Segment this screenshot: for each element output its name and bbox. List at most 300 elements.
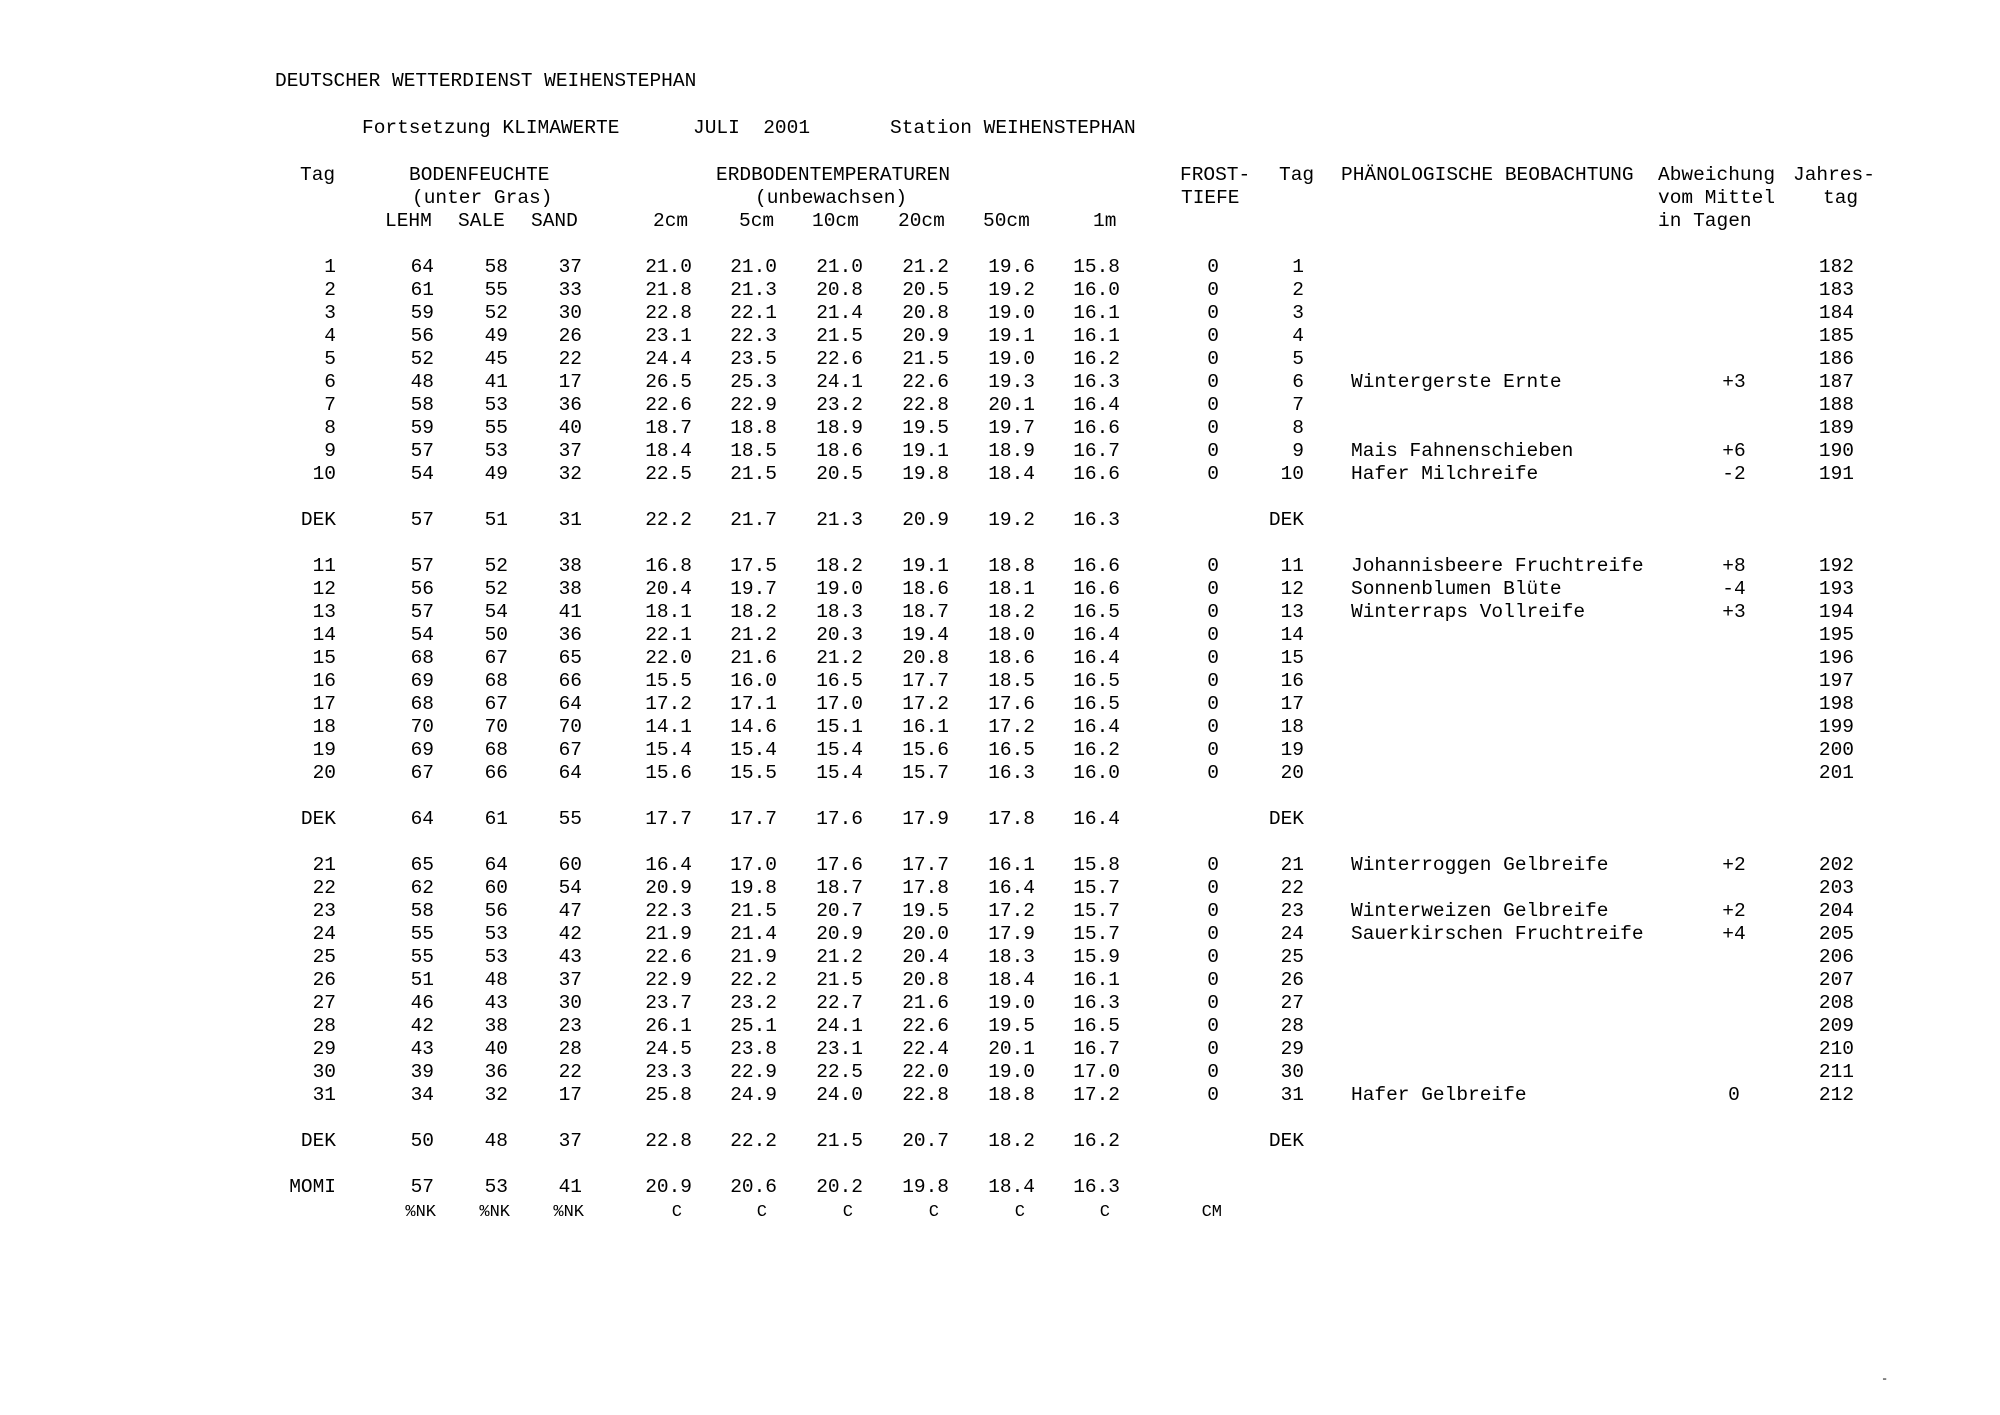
unit-t100: C — [1099, 1203, 1110, 1222]
cell-tag: 2 — [324, 279, 336, 301]
cell-t50cm: 18.0 — [988, 624, 1035, 646]
cell-t5cm: 24.9 — [730, 1084, 777, 1106]
cell-t1m: 16.7 — [1073, 440, 1120, 462]
unit-lehm: %NK — [405, 1203, 436, 1222]
col-subheader-tiefe: TIEFE — [1181, 187, 1240, 209]
cell-t5cm: 14.6 — [730, 716, 777, 738]
cell-t2cm: 22.3 — [645, 900, 692, 922]
cell-t5cm: 22.9 — [730, 394, 777, 416]
cell-lehm: 43 — [410, 1038, 434, 1060]
col-header-5cm: 5cm — [739, 210, 775, 232]
cell-t20cm: 19.1 — [902, 440, 949, 462]
cell-t20cm: 17.8 — [902, 877, 949, 899]
cell-sand: 41 — [558, 601, 582, 623]
col-header-2cm: 2cm — [653, 210, 689, 232]
cell-sand: 41 — [558, 1176, 582, 1198]
cell-tag: 26 — [312, 969, 336, 991]
cell-t1m: 15.7 — [1073, 900, 1120, 922]
cell-t2cm: 22.8 — [645, 1130, 692, 1152]
cell-t1m: 16.4 — [1073, 394, 1120, 416]
cell-t20cm: 15.6 — [902, 739, 949, 761]
cell-t1m: 15.7 — [1073, 923, 1120, 945]
cell-sale: 61 — [484, 808, 508, 830]
cell-abweichung: -4 — [1722, 578, 1746, 600]
cell-sale: 64 — [484, 854, 508, 876]
cell-sale: 48 — [484, 1130, 508, 1152]
cell-sale: 48 — [484, 969, 508, 991]
cell-jahrestag: 195 — [1818, 624, 1854, 646]
cell-t10cm: 20.9 — [816, 923, 863, 945]
cell-sand: 22 — [558, 1061, 582, 1083]
col-subheader-in-tagen: in Tagen — [1658, 210, 1752, 232]
cell-lehm: 48 — [410, 371, 434, 393]
cell-lehm: 42 — [410, 1015, 434, 1037]
cell-frosttiefe: 0 — [1207, 417, 1219, 439]
cell-abweichung: +3 — [1722, 601, 1746, 623]
cell-t10cm: 24.1 — [816, 371, 863, 393]
cell-t1m: 17.2 — [1073, 1084, 1120, 1106]
cell-sale: 52 — [484, 555, 508, 577]
cell-lehm: 68 — [410, 647, 434, 669]
unit-t5: C — [756, 1203, 767, 1222]
unit-sand: %NK — [553, 1203, 584, 1222]
cell-t1m: 16.3 — [1073, 1176, 1120, 1198]
cell-phaenologie: Sonnenblumen Blüte — [1351, 578, 1562, 600]
cell-t2cm: 25.8 — [645, 1084, 692, 1106]
cell-tag-2: 30 — [1280, 1061, 1304, 1083]
cell-sale: 60 — [484, 877, 508, 899]
cell-lehm: 46 — [410, 992, 434, 1014]
cell-sale: 67 — [484, 647, 508, 669]
cell-tag-2: 4 — [1292, 325, 1304, 347]
cell-lehm: 70 — [410, 716, 434, 738]
cell-frosttiefe: 0 — [1207, 1061, 1219, 1083]
cell-t10cm: 22.5 — [816, 1061, 863, 1083]
unit-frost: CM — [1201, 1203, 1222, 1222]
cell-sale: 53 — [484, 1176, 508, 1198]
cell-t20cm: 18.7 — [902, 601, 949, 623]
cell-frosttiefe: 0 — [1207, 578, 1219, 600]
cell-tag-2: 9 — [1292, 440, 1304, 462]
cell-t20cm: 17.7 — [902, 670, 949, 692]
station-name: Station WEIHENSTEPHAN — [890, 117, 1136, 139]
cell-tag: 30 — [312, 1061, 336, 1083]
cell-sand: 66 — [558, 670, 582, 692]
cell-tag-2: 12 — [1280, 578, 1304, 600]
cell-t20cm: 20.4 — [902, 946, 949, 968]
cell-t10cm: 21.2 — [816, 647, 863, 669]
cell-frosttiefe: 0 — [1207, 716, 1219, 738]
cell-t10cm: 15.4 — [816, 762, 863, 784]
cell-t1m: 16.6 — [1073, 578, 1120, 600]
cell-tag: 11 — [312, 555, 336, 577]
cell-t10cm: 24.0 — [816, 1084, 863, 1106]
cell-tag: 25 — [312, 946, 336, 968]
cell-t50cm: 18.1 — [988, 578, 1035, 600]
cell-jahrestag: 186 — [1818, 348, 1854, 370]
cell-t2cm: 26.1 — [645, 1015, 692, 1037]
cell-tag: 8 — [324, 417, 336, 439]
col-header-phaeno: PHÄNOLOGISCHE BEOBACHTUNG — [1341, 164, 1634, 186]
cell-t20cm: 20.8 — [902, 969, 949, 991]
cell-t50cm: 19.3 — [988, 371, 1035, 393]
cell-jahrestag: 212 — [1818, 1084, 1854, 1106]
cell-t2cm: 22.2 — [645, 509, 692, 531]
cell-lehm: 57 — [410, 1176, 434, 1198]
cell-t20cm: 22.0 — [902, 1061, 949, 1083]
cell-t50cm: 16.4 — [988, 877, 1035, 899]
cell-abweichung: 0 — [1728, 1084, 1740, 1106]
cell-lehm: 64 — [410, 808, 434, 830]
cell-t10cm: 18.7 — [816, 877, 863, 899]
cell-t2cm: 15.6 — [645, 762, 692, 784]
col-header-frost: FROST- — [1180, 164, 1251, 186]
cell-jahrestag: 197 — [1818, 670, 1854, 692]
cell-lehm: 58 — [410, 900, 434, 922]
cell-tag-2: 25 — [1280, 946, 1304, 968]
cell-t10cm: 16.5 — [816, 670, 863, 692]
cell-t1m: 16.6 — [1073, 417, 1120, 439]
cell-tag-2: 19 — [1280, 739, 1304, 761]
cell-lehm: 51 — [410, 969, 434, 991]
col-header-50cm: 50cm — [983, 210, 1030, 232]
cell-sale: 50 — [484, 624, 508, 646]
cell-t20cm: 20.9 — [902, 325, 949, 347]
cell-t2cm: 22.1 — [645, 624, 692, 646]
cell-sand: 38 — [558, 578, 582, 600]
cell-tag-2: 7 — [1292, 394, 1304, 416]
cell-t50cm: 18.9 — [988, 440, 1035, 462]
cell-t10cm: 17.6 — [816, 854, 863, 876]
cell-sand: 36 — [558, 394, 582, 416]
cell-sale: 38 — [484, 1015, 508, 1037]
cell-t1m: 15.8 — [1073, 854, 1120, 876]
cell-t50cm: 20.1 — [988, 1038, 1035, 1060]
cell-t5cm: 15.4 — [730, 739, 777, 761]
cell-jahrestag: 188 — [1818, 394, 1854, 416]
col-header-jahrestag: Jahres- — [1793, 164, 1875, 186]
col-header-1m: 1m — [1093, 210, 1117, 232]
cell-abweichung: +8 — [1722, 555, 1746, 577]
subtitle-label: Fortsetzung KLIMAWERTE — [362, 117, 620, 139]
cell-t1m: 16.5 — [1073, 601, 1120, 623]
cell-tag: DEK — [300, 808, 336, 830]
cell-t5cm: 21.2 — [730, 624, 777, 646]
cell-tag: 17 — [312, 693, 336, 715]
cell-t2cm: 22.6 — [645, 394, 692, 416]
cell-t20cm: 16.1 — [902, 716, 949, 738]
cell-tag-2: 24 — [1280, 923, 1304, 945]
cell-tag-2: 17 — [1280, 693, 1304, 715]
cell-jahrestag: 196 — [1818, 647, 1854, 669]
cell-t20cm: 19.5 — [902, 417, 949, 439]
cell-t10cm: 24.1 — [816, 1015, 863, 1037]
cell-t10cm: 21.5 — [816, 325, 863, 347]
cell-jahrestag: 194 — [1818, 601, 1854, 623]
cell-t20cm: 19.5 — [902, 900, 949, 922]
cell-jahrestag: 202 — [1818, 854, 1854, 876]
cell-t50cm: 17.2 — [988, 716, 1035, 738]
cell-t10cm: 18.6 — [816, 440, 863, 462]
cell-t1m: 16.3 — [1073, 509, 1120, 531]
cell-sale: 51 — [484, 509, 508, 531]
cell-t50cm: 18.6 — [988, 647, 1035, 669]
cell-t20cm: 17.9 — [902, 808, 949, 830]
cell-sale: 41 — [484, 371, 508, 393]
cell-sale: 52 — [484, 578, 508, 600]
cell-sand: 55 — [558, 808, 582, 830]
cell-t1m: 15.8 — [1073, 256, 1120, 278]
cell-sand: 28 — [558, 1038, 582, 1060]
cell-tag: 18 — [312, 716, 336, 738]
cell-sand: 37 — [558, 256, 582, 278]
cell-lehm: 57 — [410, 601, 434, 623]
cell-t5cm: 21.3 — [730, 279, 777, 301]
cell-lehm: 59 — [410, 302, 434, 324]
cell-jahrestag: 201 — [1818, 762, 1854, 784]
cell-t50cm: 19.5 — [988, 1015, 1035, 1037]
cell-tag: 24 — [312, 923, 336, 945]
cell-t5cm: 21.7 — [730, 509, 777, 531]
cell-t50cm: 18.5 — [988, 670, 1035, 692]
cell-sale: 49 — [484, 325, 508, 347]
cell-t2cm: 20.9 — [645, 1176, 692, 1198]
cell-t10cm: 15.4 — [816, 739, 863, 761]
cell-phaenologie: Hafer Milchreife — [1351, 463, 1539, 485]
col-header-sand: SAND — [531, 210, 578, 232]
cell-frosttiefe: 0 — [1207, 969, 1219, 991]
cell-frosttiefe: 0 — [1207, 555, 1219, 577]
cell-t50cm: 18.4 — [988, 1176, 1035, 1198]
cell-tag-2: 26 — [1280, 969, 1304, 991]
cell-t10cm: 21.0 — [816, 256, 863, 278]
cell-lehm: 62 — [410, 877, 434, 899]
cell-sand: 47 — [558, 900, 582, 922]
cell-tag-2: 15 — [1280, 647, 1304, 669]
cell-t5cm: 21.5 — [730, 463, 777, 485]
cell-t2cm: 21.0 — [645, 256, 692, 278]
cell-frosttiefe: 0 — [1207, 394, 1219, 416]
cell-sand: 26 — [558, 325, 582, 347]
cell-t10cm: 20.7 — [816, 900, 863, 922]
cell-sale: 53 — [484, 440, 508, 462]
cell-t5cm: 23.8 — [730, 1038, 777, 1060]
cell-sale: 68 — [484, 739, 508, 761]
unit-sale: %NK — [479, 1203, 510, 1222]
cell-t2cm: 20.4 — [645, 578, 692, 600]
cell-lehm: 65 — [410, 854, 434, 876]
institution-title: DEUTSCHER WETTERDIENST WEIHENSTEPHAN — [275, 70, 697, 92]
cell-t1m: 16.4 — [1073, 716, 1120, 738]
cell-t50cm: 18.4 — [988, 463, 1035, 485]
cell-t1m: 16.5 — [1073, 670, 1120, 692]
cell-frosttiefe: 0 — [1207, 992, 1219, 1014]
page-corner-mark: - — [1881, 1372, 1889, 1386]
cell-tag: 13 — [312, 601, 336, 623]
cell-tag: 1 — [324, 256, 336, 278]
cell-sand: 40 — [558, 417, 582, 439]
cell-sand: 31 — [558, 509, 582, 531]
cell-lehm: 57 — [410, 440, 434, 462]
cell-t1m: 16.2 — [1073, 348, 1120, 370]
cell-t1m: 16.4 — [1073, 624, 1120, 646]
cell-t50cm: 18.2 — [988, 1130, 1035, 1152]
cell-t1m: 16.5 — [1073, 1015, 1120, 1037]
cell-frosttiefe: 0 — [1207, 693, 1219, 715]
cell-tag-2: 2 — [1292, 279, 1304, 301]
cell-t5cm: 15.5 — [730, 762, 777, 784]
cell-phaenologie: Sauerkirschen Fruchtreife — [1351, 923, 1644, 945]
cell-tag-2: 8 — [1292, 417, 1304, 439]
cell-tag: 23 — [312, 900, 336, 922]
cell-tag: 16 — [312, 670, 336, 692]
cell-jahrestag: 190 — [1818, 440, 1854, 462]
cell-frosttiefe: 0 — [1207, 325, 1219, 347]
cell-t50cm: 18.3 — [988, 946, 1035, 968]
cell-t10cm: 21.4 — [816, 302, 863, 324]
cell-t10cm: 22.7 — [816, 992, 863, 1014]
cell-t5cm: 22.9 — [730, 1061, 777, 1083]
cell-t20cm: 20.9 — [902, 509, 949, 531]
cell-t10cm: 18.3 — [816, 601, 863, 623]
cell-tag: 27 — [312, 992, 336, 1014]
cell-t20cm: 20.8 — [902, 647, 949, 669]
cell-sand: 37 — [558, 440, 582, 462]
cell-sale: 55 — [484, 417, 508, 439]
cell-tag: 5 — [324, 348, 336, 370]
col-header-10cm: 10cm — [812, 210, 859, 232]
cell-t1m: 16.4 — [1073, 647, 1120, 669]
cell-t5cm: 18.5 — [730, 440, 777, 462]
cell-lehm: 59 — [410, 417, 434, 439]
cell-tag-2: 6 — [1292, 371, 1304, 393]
cell-lehm: 69 — [410, 739, 434, 761]
cell-t10cm: 20.8 — [816, 279, 863, 301]
col-subheader-unbewachsen: (unbewachsen) — [755, 187, 908, 209]
cell-t50cm: 19.7 — [988, 417, 1035, 439]
cell-frosttiefe: 0 — [1207, 877, 1219, 899]
cell-phaenologie: Winterraps Vollreife — [1351, 601, 1586, 623]
cell-t2cm: 22.0 — [645, 647, 692, 669]
cell-t5cm: 21.0 — [730, 256, 777, 278]
cell-t2cm: 18.4 — [645, 440, 692, 462]
cell-sand: 17 — [558, 1084, 582, 1106]
cell-jahrestag: 185 — [1818, 325, 1854, 347]
cell-abweichung: +3 — [1722, 371, 1746, 393]
cell-t10cm: 21.3 — [816, 509, 863, 531]
cell-t20cm: 17.7 — [902, 854, 949, 876]
cell-t5cm: 20.6 — [730, 1176, 777, 1198]
cell-t10cm: 21.5 — [816, 969, 863, 991]
cell-t5cm: 22.2 — [730, 1130, 777, 1152]
cell-lehm: 55 — [410, 946, 434, 968]
cell-t2cm: 18.1 — [645, 601, 692, 623]
cell-t20cm: 22.8 — [902, 1084, 949, 1106]
cell-t5cm: 17.5 — [730, 555, 777, 577]
cell-t2cm: 23.7 — [645, 992, 692, 1014]
cell-t10cm: 22.6 — [816, 348, 863, 370]
cell-sand: 37 — [558, 969, 582, 991]
cell-tag-2: 29 — [1280, 1038, 1304, 1060]
cell-t10cm: 15.1 — [816, 716, 863, 738]
cell-lehm: 67 — [410, 762, 434, 784]
cell-sale: 70 — [484, 716, 508, 738]
cell-t20cm: 17.2 — [902, 693, 949, 715]
cell-frosttiefe: 0 — [1207, 624, 1219, 646]
cell-t20cm: 22.6 — [902, 371, 949, 393]
cell-t1m: 17.0 — [1073, 1061, 1120, 1083]
cell-t10cm: 23.2 — [816, 394, 863, 416]
cell-t50cm: 17.2 — [988, 900, 1035, 922]
cell-sand: 30 — [558, 992, 582, 1014]
cell-t2cm: 21.8 — [645, 279, 692, 301]
cell-sale: 56 — [484, 900, 508, 922]
cell-t10cm: 18.9 — [816, 417, 863, 439]
cell-t50cm: 17.9 — [988, 923, 1035, 945]
cell-t1m: 16.4 — [1073, 808, 1120, 830]
cell-tag-2: 5 — [1292, 348, 1304, 370]
cell-t5cm: 25.1 — [730, 1015, 777, 1037]
cell-t50cm: 17.6 — [988, 693, 1035, 715]
cell-t1m: 16.6 — [1073, 555, 1120, 577]
cell-tag-2: 11 — [1280, 555, 1304, 577]
cell-t2cm: 21.9 — [645, 923, 692, 945]
cell-tag-2: 3 — [1292, 302, 1304, 324]
cell-sand: 38 — [558, 555, 582, 577]
cell-t1m: 16.6 — [1073, 463, 1120, 485]
cell-sand: 43 — [558, 946, 582, 968]
cell-t5cm: 17.7 — [730, 808, 777, 830]
col-header-sale: SALE — [458, 210, 505, 232]
cell-lehm: 56 — [410, 578, 434, 600]
cell-t5cm: 25.3 — [730, 371, 777, 393]
cell-tag-2: 10 — [1280, 463, 1304, 485]
cell-sand: 65 — [558, 647, 582, 669]
cell-frosttiefe: 0 — [1207, 463, 1219, 485]
cell-abweichung: +6 — [1722, 440, 1746, 462]
cell-tag-2: 22 — [1280, 877, 1304, 899]
cell-t5cm: 22.2 — [730, 969, 777, 991]
cell-sand: 64 — [558, 693, 582, 715]
col-subheader-tag: tag — [1823, 187, 1859, 209]
cell-jahrestag: 211 — [1818, 1061, 1854, 1083]
cell-frosttiefe: 0 — [1207, 302, 1219, 324]
cell-sand: 37 — [558, 1130, 582, 1152]
cell-t20cm: 20.5 — [902, 279, 949, 301]
cell-t50cm: 20.1 — [988, 394, 1035, 416]
cell-lehm: 50 — [410, 1130, 434, 1152]
cell-sale: 45 — [484, 348, 508, 370]
cell-sale: 68 — [484, 670, 508, 692]
cell-t10cm: 21.5 — [816, 1130, 863, 1152]
cell-sand: 22 — [558, 348, 582, 370]
cell-sand: 54 — [558, 877, 582, 899]
cell-phaenologie: Winterroggen Gelbreife — [1351, 854, 1609, 876]
unit-t20: C — [928, 1203, 939, 1222]
cell-jahrestag: 210 — [1818, 1038, 1854, 1060]
col-header-abweichung: Abweichung — [1658, 164, 1776, 186]
cell-sand: 23 — [558, 1015, 582, 1037]
cell-t2cm: 23.1 — [645, 325, 692, 347]
cell-phaenologie: Hafer Gelbreife — [1351, 1084, 1527, 1106]
cell-sale: 36 — [484, 1061, 508, 1083]
cell-t1m: 16.0 — [1073, 762, 1120, 784]
cell-sale: 67 — [484, 693, 508, 715]
col-header-tag-2: Tag — [1279, 164, 1315, 186]
cell-phaenologie: Mais Fahnenschieben — [1351, 440, 1574, 462]
cell-t2cm: 24.4 — [645, 348, 692, 370]
cell-abweichung: +2 — [1722, 854, 1746, 876]
